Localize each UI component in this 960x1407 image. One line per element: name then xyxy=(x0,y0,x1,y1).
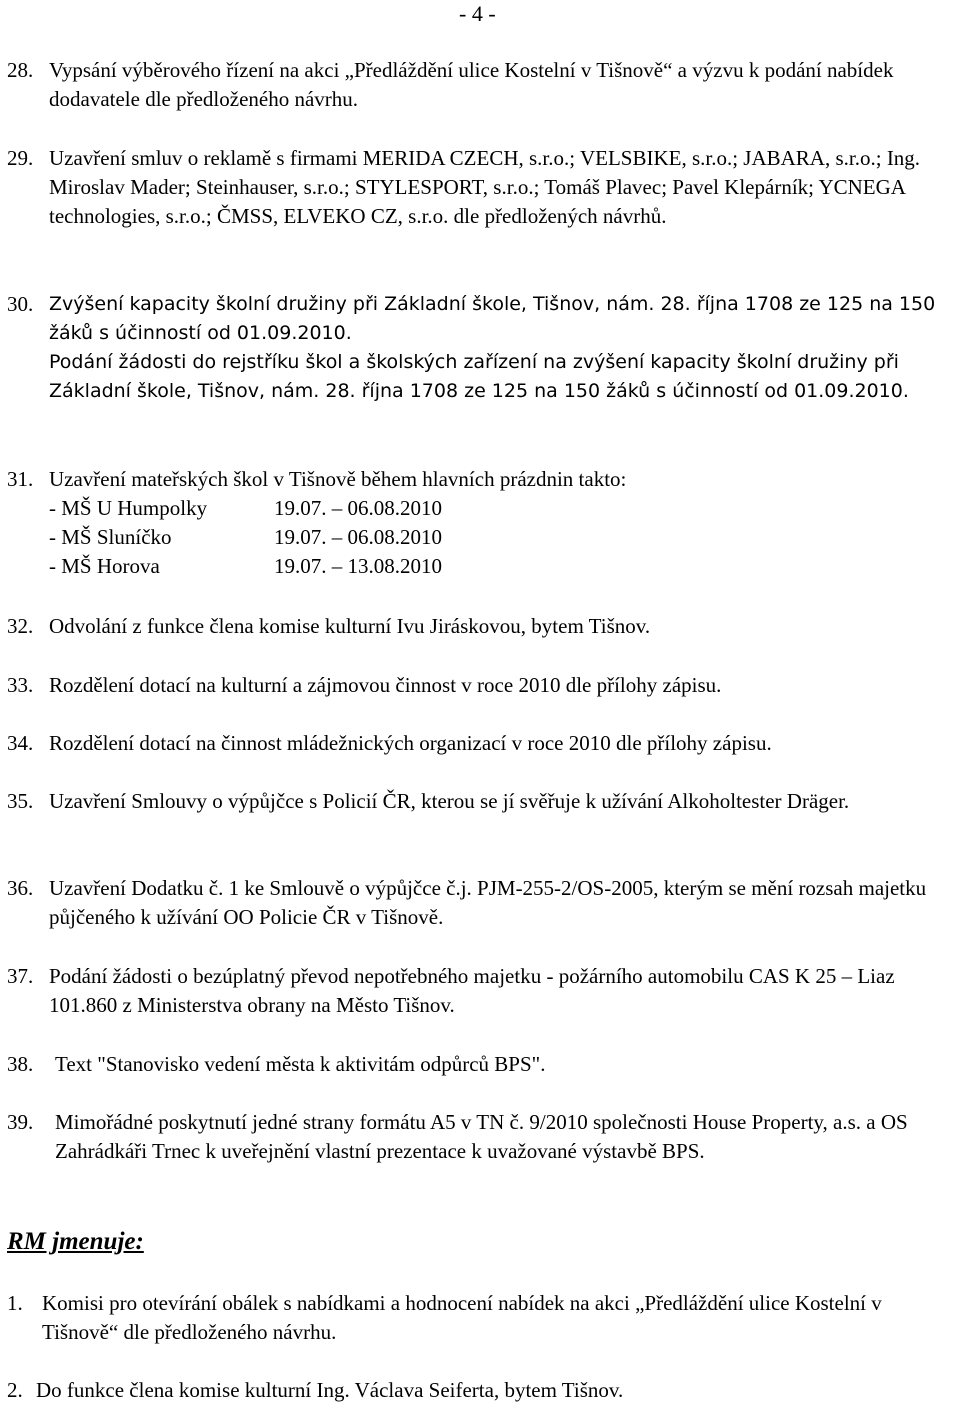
item-text: Do funkce člena komise kulturní Ing. Václava Seiferta, bytem Tišnov. xyxy=(36,1378,624,1402)
closure-dates: 19.07. – 06.08.2010 xyxy=(274,525,442,549)
item-text: Zvýšení kapacity školní družiny při Základní škole, Tišnov, nám. 28. října 1708 ze 125 na 150 žáků s účinností od 01.09.2010. xyxy=(49,293,936,344)
section-heading: RM jmenuje: xyxy=(7,1228,144,1255)
item-text: Rozdělení dotací na činnost mládežnických organizací v roce 2010 dle přílohy zápisu. xyxy=(49,731,772,755)
kindergarten-name: - MŠ U Humpolky xyxy=(49,496,208,520)
item-text: Uzavření Smlouvy o výpůjčce s Policií ČR, kterou se jí svěřuje k užívání Alkoholtester Dräger. xyxy=(49,789,850,813)
item-number: 32. xyxy=(7,614,34,638)
item-text: Uzavření mateřských škol v Tišnově během hlavních prázdnin takto: xyxy=(49,467,627,491)
item-number: 39. xyxy=(7,1110,34,1134)
closure-dates: 19.07. – 13.08.2010 xyxy=(274,554,442,578)
closure-dates: 19.07. – 06.08.2010 xyxy=(274,496,442,520)
kindergarten-row xyxy=(49,523,954,552)
item-text: Text "Stanovisko vedení města k aktivitám odpůrců BPS". xyxy=(55,1052,546,1076)
item-text: Odvolání z funkce člena komise kulturní Ivu Jiráskovou, bytem Tišnov. xyxy=(49,614,651,638)
item-number: 1. xyxy=(7,1291,23,1315)
item-number: 30. xyxy=(7,292,34,316)
item-number: 33. xyxy=(7,673,34,697)
item-number: 34. xyxy=(7,731,34,755)
item-text: Uzavření smluv o reklamě s firmami MERIDA CZECH, s.r.o.; VELSBIKE, s.r.o.; JABARA, s.r.o.; Ing. Miroslav Mader; Steinhauser, s.r.o.; STYLESPORT, s.r.o.; Tomáš Plavec; Pavel Klepárník; YCNEGA technologies, s.r.o.; ČMSS, ELVEKO CZ, s.r.o. dle předložených návrhů. xyxy=(49,146,921,228)
item-text: Vypsání výběrového řízení na akci „Předláždění ulice Kostelní v Tišnově“ a výzvu k podání nabídek dodavatele dle předloženého návrhu. xyxy=(49,58,894,111)
item-text: Mimořádné poskytnutí jedné strany formátu A5 v TN č. 9/2010 společnosti House Property, a.s. a OS Zahrádkáři Trnec k uveřejnění vlastní prezentace k uvažované výstavbě BPS. xyxy=(55,1110,908,1163)
item-text: Komisi pro otevírání obálek s nabídkami a hodnocení nabídek na akci „Předláždění ulice Kostelní v Tišnově“ dle předloženého návrhu. xyxy=(42,1291,882,1344)
item-text: Podání žádosti o bezúplatný převod nepotřebného majetku - požárního automobilu CAS K 25 – Liaz 101.860 z Ministerstva obrany na Město Tišnov. xyxy=(49,964,895,1017)
item-number: 38. xyxy=(7,1052,34,1076)
item-subtext: Podání žádosti do rejstříku škol a školských zařízení na zvýšení kapacity školní družiny při Základní škole, Tišnov, nám. 28. října 1708 ze 125 na 150 žáků s účinností od 01.09.2010. xyxy=(49,351,909,402)
kindergarten-row xyxy=(49,494,954,523)
kindergarten-row xyxy=(49,552,954,581)
item-number: 35. xyxy=(7,789,34,813)
kindergarten-name: - MŠ Sluníčko xyxy=(49,525,172,549)
item-number: 31. xyxy=(7,467,34,491)
item-number: 28. xyxy=(7,58,34,82)
kindergarten-name: - MŠ Horova xyxy=(49,554,160,578)
item-text: Rozdělení dotací na kulturní a zájmovou činnost v roce 2010 dle přílohy zápisu. xyxy=(49,673,722,697)
item-number: 2. xyxy=(7,1378,23,1402)
item-number: 37. xyxy=(7,964,34,988)
item-number: 29. xyxy=(7,146,34,170)
item-text: Uzavření Dodatku č. 1 ke Smlouvě o výpůjčce č.j. PJM-255-2/OS-2005, kterým se mění rozsah majetku půjčeného k užívání OO Policie ČR v Tišnově. xyxy=(49,876,927,929)
item-number: 36. xyxy=(7,876,34,900)
page-number: - 4 - xyxy=(459,1,496,26)
